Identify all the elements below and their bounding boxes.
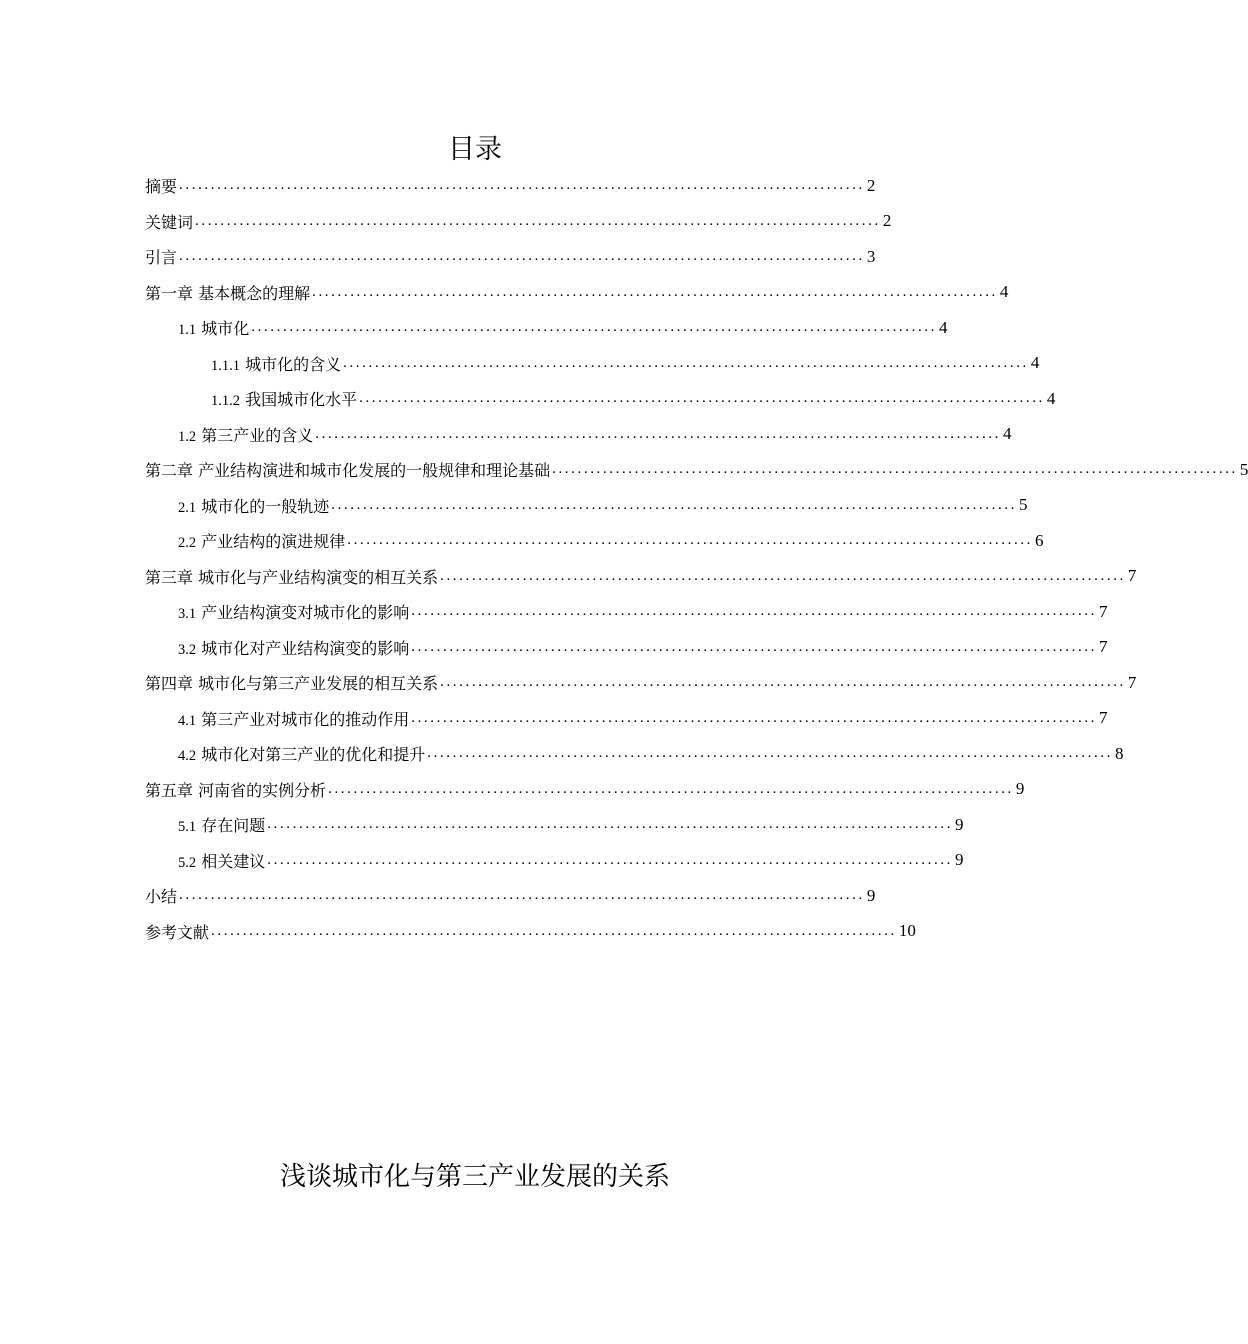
toc-dot-leader: ............................................................................................................	[211, 922, 897, 939]
toc-page-number: 2	[866, 175, 876, 195]
toc-dot-leader: ............................................................................................................	[552, 461, 1238, 478]
toc-entry-number: 1.1	[178, 322, 197, 339]
toc-title: 目录	[448, 134, 502, 165]
toc-entry-number: 1.1.2	[211, 393, 240, 410]
toc-entry-text: 关键词	[145, 212, 194, 232]
toc-entry-number: 2.1	[178, 499, 197, 516]
toc-entry[interactable]	[145, 701, 1108, 737]
toc-entry-number: 1.2	[178, 428, 197, 445]
toc-entry[interactable]	[145, 275, 1009, 311]
toc-entry-text: 第五章 河南省的实例分析	[145, 780, 327, 800]
toc-entry[interactable]	[145, 843, 964, 879]
toc-entry[interactable]	[145, 878, 876, 914]
toc-entry-text: 引言	[145, 248, 178, 268]
article-title: 浅谈城市化与第三产业发展的关系	[279, 1162, 670, 1192]
toc-entry[interactable]	[145, 807, 964, 843]
toc-page-number: 4	[1046, 388, 1056, 408]
toc-entry-text: 第四章 城市化与第三产业发展的相互关系	[145, 674, 439, 694]
toc-entry[interactable]	[145, 346, 1040, 382]
toc-dot-leader: ............................................................................................................	[179, 248, 865, 265]
toc-page-number: 9	[955, 850, 964, 870]
toc-dot-leader: ............................................................................................................	[315, 425, 1002, 442]
toc-entry[interactable]	[145, 452, 1248, 488]
toc-page-number: 2	[882, 211, 892, 231]
toc-entry[interactable]	[145, 417, 1012, 453]
toc-entry-text: 城市化对第三产业的优化和提升	[201, 745, 426, 765]
toc-entry-number: 4.2	[178, 748, 197, 765]
toc-entry-text: 第三产业对城市化的推动作用	[201, 709, 410, 729]
toc-entry[interactable]	[145, 381, 1056, 417]
toc-entry-number: 2.2	[178, 535, 197, 552]
toc-dot-leader: ............................................................................................................	[411, 638, 1098, 655]
table-of-contents	[145, 168, 1248, 949]
toc-page-number: 5	[1239, 459, 1248, 479]
toc-entry[interactable]	[145, 736, 1124, 772]
toc-page-number: 4	[1030, 353, 1040, 373]
toc-entry-number: 1.1.1	[211, 357, 240, 374]
toc-page-number: 4	[939, 317, 948, 337]
toc-entry-number: 5.1	[178, 819, 197, 836]
toc-page-number: 4	[1003, 424, 1012, 444]
toc-page-number: 3	[866, 246, 876, 266]
toc-entry-text: 小结	[145, 887, 178, 907]
toc-page-number: 9	[866, 885, 876, 905]
toc-entry[interactable]	[145, 665, 1137, 701]
toc-dot-leader: ............................................................................................................	[440, 674, 1126, 691]
toc-dot-leader: ............................................................................................................	[427, 745, 1114, 762]
toc-entry-text: 第一章 基本概念的理解	[145, 283, 311, 303]
toc-page-number: 7	[1099, 708, 1108, 728]
toc-dot-leader: ............................................................................................................	[343, 354, 1029, 371]
toc-entry[interactable]	[145, 914, 916, 950]
toc-dot-leader: ............................................................................................................	[440, 567, 1126, 584]
toc-entry-text: 相关建议	[201, 851, 266, 871]
toc-entry[interactable]	[145, 310, 948, 346]
toc-entry[interactable]	[145, 559, 1137, 595]
toc-dot-leader: ............................................................................................................	[267, 816, 954, 833]
toc-entry-number: 3.1	[178, 606, 197, 623]
toc-page-number: 9	[955, 814, 964, 834]
toc-entry[interactable]	[145, 204, 892, 240]
toc-entry-text: 城市化	[201, 319, 250, 339]
toc-entry-text: 我国城市化水平	[245, 390, 358, 410]
toc-page-number: 7	[1127, 566, 1137, 586]
toc-entry-text: 产业结构演变对城市化的影响	[201, 603, 410, 623]
toc-dot-leader: ............................................................................................................	[267, 851, 954, 868]
toc-dot-leader: ............................................................................................................	[331, 496, 1018, 513]
toc-entry[interactable]	[145, 772, 1025, 808]
toc-page-number: 10	[898, 921, 916, 941]
toc-dot-leader: ............................................................................................................	[312, 283, 998, 300]
toc-entry-number: 5.2	[178, 854, 197, 871]
toc-entry-text: 参考文献	[145, 922, 210, 942]
toc-entry-number: 3.2	[178, 641, 197, 658]
toc-dot-leader: ............................................................................................................	[179, 887, 865, 904]
toc-dot-leader: ............................................................................................................	[411, 709, 1098, 726]
toc-entry[interactable]	[145, 523, 1044, 559]
toc-entry-text: 第二章 产业结构演进和城市化发展的一般规律和理论基础	[145, 461, 551, 481]
toc-page-number: 7	[1127, 672, 1137, 692]
toc-page-number: 7	[1099, 601, 1108, 621]
toc-entry[interactable]	[145, 168, 876, 204]
toc-entry-text: 第三章 城市化与产业结构演变的相互关系	[145, 567, 439, 587]
toc-entry-text: 产业结构的演进规律	[201, 532, 346, 552]
toc-entry-text: 城市化的含义	[245, 354, 342, 374]
toc-dot-leader: ............................................................................................................	[195, 212, 881, 229]
toc-entry-number: 4.1	[178, 712, 197, 729]
toc-dot-leader: ............................................................................................................	[411, 603, 1098, 620]
toc-entry[interactable]	[145, 594, 1108, 630]
toc-dot-leader: ............................................................................................................	[179, 177, 865, 194]
toc-page-number: 4	[999, 282, 1009, 302]
toc-dot-leader: ............................................................................................................	[359, 390, 1045, 407]
toc-entry-text: 城市化对产业结构演变的影响	[201, 638, 410, 658]
toc-dot-leader: ............................................................................................................	[347, 532, 1034, 549]
toc-entry[interactable]	[145, 239, 876, 275]
toc-page-number: 7	[1099, 637, 1108, 657]
toc-entry-text: 存在问题	[201, 816, 266, 836]
toc-dot-leader: ............................................................................................................	[328, 780, 1014, 797]
toc-page-number: 8	[1115, 743, 1124, 763]
toc-entry-text: 第三产业的含义	[201, 425, 314, 445]
toc-entry-text: 摘要	[145, 177, 178, 197]
toc-page-number: 5	[1019, 495, 1028, 515]
toc-dot-leader: ............................................................................................................	[251, 319, 938, 336]
toc-entry-text: 城市化的一般轨迹	[201, 496, 330, 516]
toc-entry[interactable]	[145, 488, 1028, 524]
toc-entry[interactable]	[145, 630, 1108, 666]
toc-page-number: 6	[1035, 530, 1044, 550]
toc-page-number: 9	[1015, 779, 1025, 799]
